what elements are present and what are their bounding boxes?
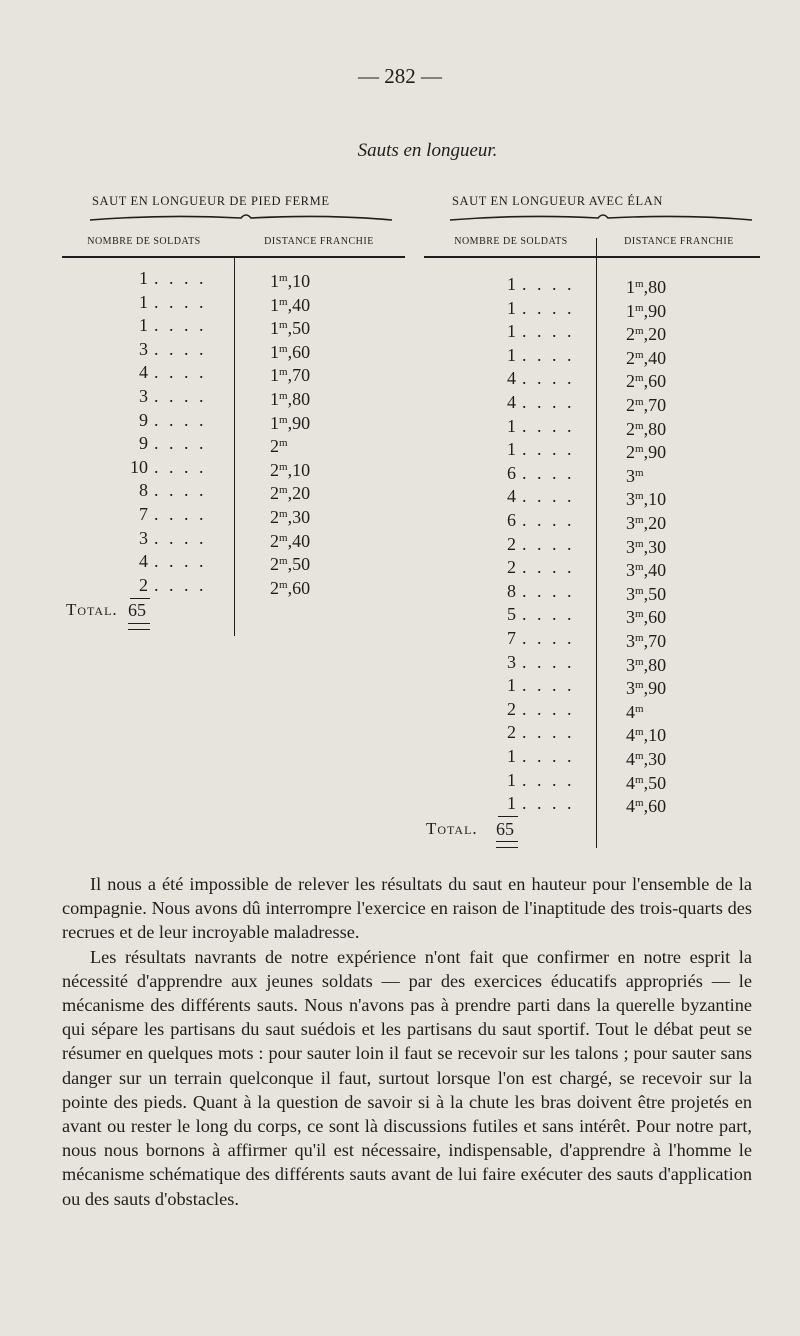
soldier-count: 4 (507, 392, 516, 412)
right-row-count (490, 720, 575, 744)
leader-dots: . . . . (522, 533, 575, 554)
leader-dots: . . . . (522, 486, 575, 507)
left-row-count (122, 526, 207, 550)
soldier-count: 2 (507, 533, 516, 554)
left-row-distance: 1$^m$,70 (270, 365, 311, 386)
soldier-count: 7 (139, 504, 148, 524)
soldier-count: 10 (130, 456, 148, 477)
right-row-count (490, 626, 575, 650)
left-row-count (122, 478, 207, 502)
leader-dots: . . . . (522, 746, 575, 766)
left-row-count (122, 573, 207, 597)
soldier-count: 3 (139, 527, 148, 548)
soldier-count: 9 (139, 433, 148, 454)
paragraph: Il nous a été impossible de relever les résultats du saut en hauteur pour l'ensemble de la compagnie. Nous avons dû interrompre l'exercice en raison de l'inaptitude des trois-quarts des recrues et de leur incroyable maladresse. (62, 874, 752, 943)
leader-dots: . . . . (154, 409, 207, 430)
leader-dots: . . . . (522, 769, 575, 790)
left-row-distance: 1$^m$,60 (270, 341, 311, 362)
left-row-count (122, 408, 207, 432)
section-title: Sauts en longueur. (357, 140, 498, 161)
right-row-count (490, 602, 575, 626)
soldier-count: 1 (507, 439, 516, 460)
right-row-count (490, 650, 575, 674)
right-row-count (490, 673, 575, 697)
left-row-count (122, 502, 207, 526)
right-row-count (490, 744, 575, 768)
soldier-count: 2 (139, 574, 148, 595)
soldier-count: 4 (139, 362, 148, 383)
right-row-count (490, 437, 575, 461)
soldier-count: 4 (507, 486, 516, 507)
leader-dots: . . . . (154, 291, 207, 312)
soldier-count: 1 (139, 291, 148, 312)
soldier-count: 1 (507, 274, 516, 294)
soldier-count: 6 (507, 510, 516, 530)
leader-dots: . . . . (154, 315, 207, 336)
leader-dots: . . . . (154, 456, 207, 477)
soldier-count: 3 (139, 338, 148, 359)
right-row-distance: 3$^m$,40 (626, 560, 667, 581)
right-row-distance: 3$^m$,30 (626, 536, 667, 557)
right-row-distance: 4$^m$,50 (626, 772, 667, 793)
right-row-distance: 2$^m$,20 (626, 324, 667, 345)
right-row-distance: 4$^m$ (626, 701, 644, 722)
leader-dots: . . . . (522, 698, 575, 719)
right-row-distance: 1$^m$,90 (626, 300, 667, 321)
right-row-distance: 4$^m$,60 (626, 796, 667, 817)
body-text (62, 872, 752, 1211)
left-heading-swash (86, 212, 396, 226)
left-row-count (122, 384, 207, 408)
soldier-count: 1 (507, 344, 516, 365)
soldier-count: 3 (139, 386, 148, 406)
left-row-distance: 2$^m$ (270, 436, 288, 457)
right-row-count (490, 532, 575, 556)
left-row-distance: 2$^m$,40 (270, 530, 311, 551)
left-row-distance: 1$^m$,10 (270, 271, 311, 291)
soldier-count: 4 (139, 551, 148, 572)
soldier-count: 4 (507, 368, 516, 389)
right-column-divider (596, 238, 597, 848)
right-row-count (490, 414, 575, 438)
right-table-heading: SAUT EN LONGUEUR AVEC ÉLAN (452, 194, 663, 208)
leader-dots: . . . . (154, 527, 207, 548)
right-row-count (490, 768, 575, 792)
right-row-count (490, 343, 575, 367)
leader-dots: . . . . (522, 628, 575, 648)
left-row-distance: 1$^m$,40 (270, 294, 311, 315)
right-row-count (490, 555, 575, 579)
left-row-count (122, 266, 207, 290)
soldier-count: 2 (507, 698, 516, 719)
right-row-distance: 3$^m$,10 (626, 489, 667, 510)
soldier-count: 1 (507, 793, 516, 814)
right-row-distance: 3$^m$,80 (626, 654, 667, 675)
soldier-count: 8 (507, 580, 516, 601)
right-row-distance: 3$^m$,60 (626, 607, 667, 628)
left-row-distance: 1$^m$,50 (270, 318, 311, 339)
soldier-count: 2 (507, 557, 516, 578)
right-row-count (490, 366, 575, 390)
left-total-double-rule (128, 623, 150, 630)
leader-dots: . . . . (522, 722, 575, 743)
soldier-count: 6 (507, 462, 516, 483)
right-row-count (490, 319, 575, 343)
right-row-count (490, 390, 575, 414)
left-row-count (122, 360, 207, 384)
right-row-count (490, 697, 575, 721)
soldier-count: 1 (507, 769, 516, 790)
right-row-distance: 3$^m$,70 (626, 631, 667, 651)
right-row-distance: 2$^m$,80 (626, 418, 667, 439)
right-total-value: 65 (496, 818, 514, 839)
leader-dots: . . . . (522, 344, 575, 365)
paragraph: Les résultats navrants de notre expérience n'ont fait que confirmer en notre esprit la nécessité d'apprendre aux jeunes soldats — par des exercices éducatifs appropriés — le mécanisme des différents sauts. Nous n'avons pas à prendre parti dans la querelle byzantine qui sépare les partisans du saut suédois et les partisans du saut sportif. Tout le débat peut se résumer en quelques mots : pour sauter loin il faut se recevoir sur les talons ; pour sauter sans danger sur un terrain quelconque il faut, surtout lorsque l'on est chargé, se recevoir sur la pointe des pieds. Quant à la question de savoir si à la chute les bras doivent être projetés en avant ou rester le long du corps, ce sont là discussions futiles et sans intérêt. Pour notre part, nous nous bornons à affirmer qu'il est nécessaire, indispensable, d'apprendre à l'homme le mécanisme schématique des différents sauts avant de lui faire exécuter des sauts d'application ou des sauts d'obstacles. (62, 946, 752, 1209)
leader-dots: . . . . (154, 386, 207, 406)
right-heading-swash (446, 212, 756, 226)
leader-dots: . . . . (154, 504, 207, 524)
right-row-count (490, 791, 575, 815)
leader-dots: . . . . (522, 439, 575, 460)
leader-dots: . . . . (154, 433, 207, 454)
soldier-count: 1 (507, 297, 516, 318)
leader-dots: . . . . (154, 574, 207, 595)
leader-dots: . . . . (154, 362, 207, 383)
soldier-count: 9 (139, 409, 148, 430)
leader-dots: . . . . (154, 338, 207, 359)
left-row-distance: 2$^m$,50 (270, 554, 311, 575)
right-total-label: Total. (426, 818, 478, 838)
leader-dots: . . . . (522, 557, 575, 578)
right-row-count (490, 579, 575, 603)
soldier-count: 2 (507, 722, 516, 743)
left-row-count (122, 549, 207, 573)
right-header-rule (424, 256, 760, 258)
leader-dots: . . . . (522, 675, 575, 696)
left-total-label: Total. (66, 600, 118, 620)
left-col-count-header: NOMBRE DE SOLDATS (87, 236, 201, 247)
leader-dots: . . . . (154, 268, 207, 288)
soldier-count: 1 (139, 268, 148, 288)
left-row-distance: 1$^m$,80 (270, 389, 311, 409)
right-row-distance: 1$^m$,80 (626, 277, 667, 297)
left-table-heading: SAUT EN LONGUEUR DE PIED FERME (92, 194, 330, 208)
right-row-distance: 2$^m$,90 (626, 442, 667, 463)
soldier-count: 8 (139, 480, 148, 501)
left-row-distance: 2$^m$,20 (270, 483, 311, 504)
left-row-count (122, 290, 207, 314)
left-row-distance: 2$^m$,60 (270, 577, 311, 598)
right-row-distance: 2$^m$,70 (626, 395, 667, 415)
soldier-count: 7 (507, 628, 516, 648)
left-total-value: 65 (128, 600, 146, 621)
left-col-dist-header: DISTANCE FRANCHIE (264, 236, 374, 247)
right-row-distance: 3$^m$ (626, 465, 644, 486)
right-row-count (490, 272, 575, 296)
soldier-count: 1 (507, 675, 516, 696)
right-row-distance: 4$^m$,10 (626, 725, 667, 746)
right-row-distance: 3$^m$,20 (626, 513, 667, 533)
left-row-distance: 1$^m$,90 (270, 412, 311, 433)
right-row-distance: 2$^m$,60 (626, 371, 667, 392)
soldier-count: 1 (507, 415, 516, 436)
left-row-distance: 2$^m$,30 (270, 507, 311, 527)
right-row-distance: 3$^m$,50 (626, 583, 667, 604)
left-row-count (122, 455, 207, 479)
right-row-distance: 3$^m$,90 (626, 678, 667, 699)
leader-dots: . . . . (522, 793, 575, 814)
soldier-count: 1 (139, 315, 148, 336)
leader-dots: . . . . (522, 368, 575, 389)
soldier-count: 1 (507, 746, 516, 766)
leader-dots: . . . . (522, 580, 575, 601)
soldier-count: 1 (507, 321, 516, 342)
right-total-double-rule (496, 841, 518, 848)
right-col-count-header: NOMBRE DE SOLDATS (454, 236, 568, 247)
right-row-distance: 2$^m$,40 (626, 347, 667, 368)
leader-dots: . . . . (522, 462, 575, 483)
left-row-distance: 2$^m$,10 (270, 459, 311, 480)
left-row-count (122, 337, 207, 361)
right-row-count (490, 484, 575, 508)
leader-dots: . . . . (522, 510, 575, 530)
right-row-distance: 4$^m$,30 (626, 749, 667, 769)
leader-dots: . . . . (154, 480, 207, 501)
page-number: — 282 — (358, 64, 442, 88)
right-row-count (490, 461, 575, 485)
leader-dots: . . . . (522, 415, 575, 436)
leader-dots: . . . . (154, 551, 207, 572)
leader-dots: . . . . (522, 274, 575, 294)
left-column-divider (234, 256, 235, 636)
leader-dots: . . . . (522, 604, 575, 625)
left-row-count (122, 431, 207, 455)
right-row-count (490, 508, 575, 532)
leader-dots: . . . . (522, 651, 575, 672)
right-col-dist-header: DISTANCE FRANCHIE (624, 236, 734, 247)
soldier-count: 5 (507, 604, 516, 625)
leader-dots: . . . . (522, 392, 575, 412)
soldier-count: 3 (507, 651, 516, 672)
left-row-count (122, 313, 207, 337)
leader-dots: . . . . (522, 321, 575, 342)
right-row-count (490, 296, 575, 320)
leader-dots: . . . . (522, 297, 575, 318)
